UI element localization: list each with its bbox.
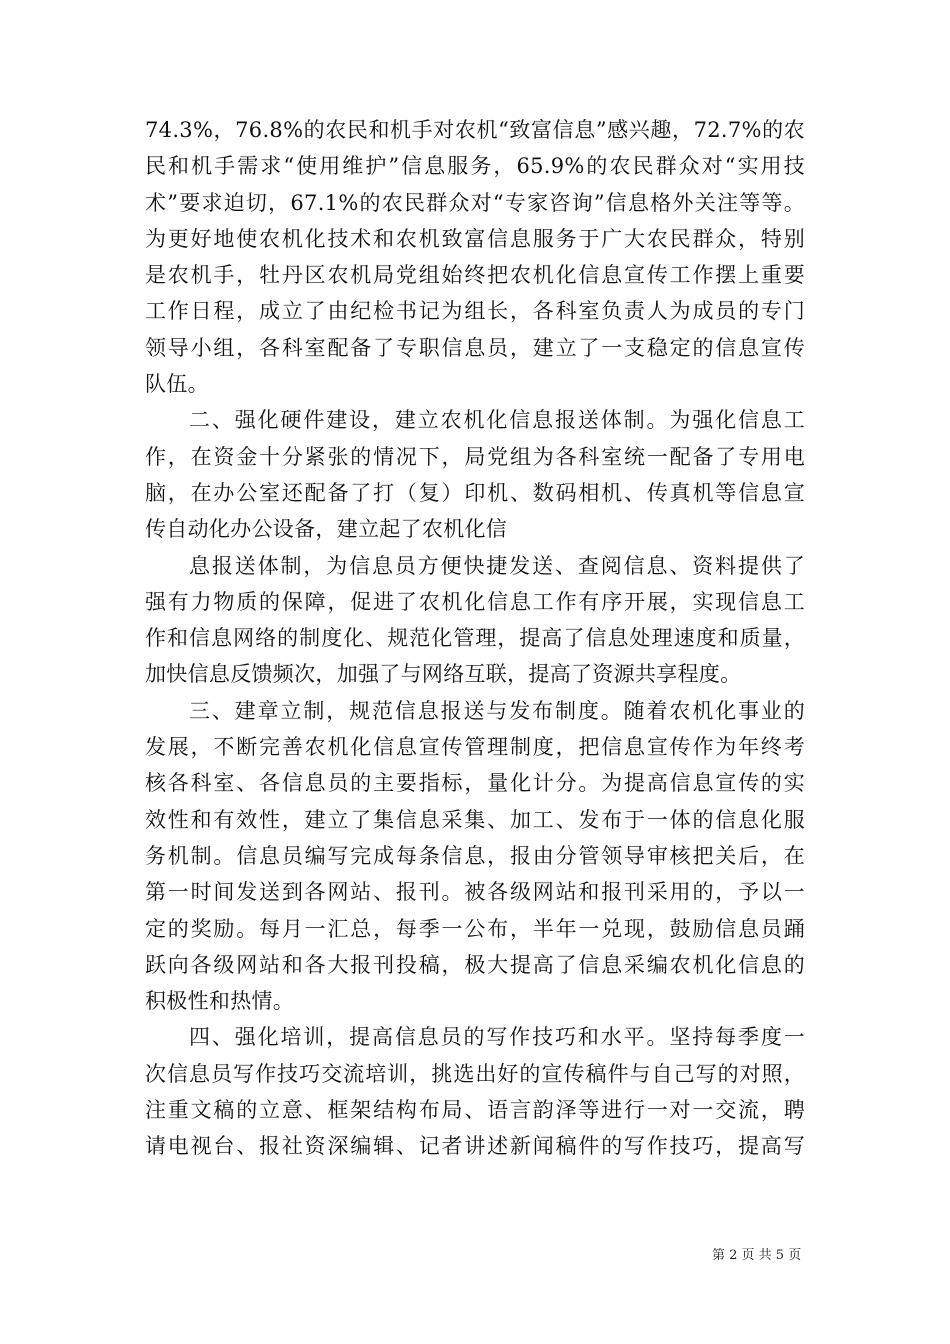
section-heading-4-line: 四、强化培训，提高信息员的写作技巧和水平。坚持每季度一 xyxy=(189,1025,805,1050)
body-line-7: 领导小组，各科室配备了专职信息员，建立了一支稳定的信息宣传 xyxy=(145,335,805,360)
section-heading-2-line: 二、强化硬件建设，建立农机化信息报送体制。为强化信息工 xyxy=(189,408,805,433)
body-line-12: 传自动化办公设备，建立起了农机化信 xyxy=(145,517,508,542)
body-line-3: 术”要求迫切，67.1%的农民群众对“专家咨询”信息格外关注等等。 xyxy=(145,190,805,215)
document-body xyxy=(145,112,805,1165)
body-line-24: 跃向各级网站和各大报刊投稿，极大提高了信息采编农机化信息的 xyxy=(145,952,805,977)
body-line-5: 是农机手，牡丹区农机局党组始终把农机化信息宣传工作摆上重要 xyxy=(145,263,805,288)
body-line-23: 定的奖励。每月一汇总，每季一公布，半年一兑现，鼓励信息员踊 xyxy=(145,916,805,941)
body-line-15: 作和信息网络的制度化、规范化管理，提高了信息处理速度和质量， xyxy=(145,626,805,651)
body-line-29: 请电视台、报社资深编辑、记者讲述新闻稿件的写作技巧，提高写 xyxy=(145,1134,805,1159)
body-line-4: 为更好地使农机化技术和农机致富信息服务于广大农民群众，特别 xyxy=(145,226,805,251)
body-line-8: 队伍。 xyxy=(145,372,209,397)
body-line-13: 息报送体制，为信息员方便快捷发送、查阅信息、资料提供了 xyxy=(189,553,805,578)
section-heading-3-line: 三、建章立制，规范信息报送与发布制度。随着农机化事业的 xyxy=(189,698,805,723)
body-line-19: 核各科室、各信息员的主要指标，量化计分。为提高信息宣传的实 xyxy=(145,771,805,796)
page-number: 第 2 页 共 5 页 xyxy=(712,1248,802,1263)
body-line-14: 强有力物质的保障，促进了农机化信息工作有序开展，实现信息工 xyxy=(145,589,805,614)
body-line-27: 次信息员写作技巧交流培训，挑选出好的宣传稿件与自己写的对照， xyxy=(145,1061,805,1086)
body-line-11: 脑，在办公室还配备了打（复）印机、数码相机、传真机等信息宣 xyxy=(145,480,805,505)
body-line-2: 民和机手需求“使用维护”信息服务，65.9%的农民群众对“实用技 xyxy=(145,154,805,179)
body-line-10: 作，在资金十分紧张的情况下，局党组为各科室统一配备了专用电 xyxy=(145,444,805,469)
body-line-22: 第一时间发送到各网站、报刊。被各级网站和报刊采用的，予以一 xyxy=(145,880,805,905)
body-line-18: 发展，不断完善农机化信息宣传管理制度，把信息宣传作为年终考 xyxy=(145,735,805,760)
body-line-6: 工作日程，成立了由纪检书记为组长，各科室负责人为成员的专门 xyxy=(145,299,805,324)
body-line-21: 务机制。信息员编写完成每条信息，报由分管领导审核把关后，在 xyxy=(145,843,805,868)
body-line-1: 74.3%，76.8%的农民和机手对农机“致富信息”感兴趣，72.7%的农 xyxy=(145,118,805,142)
body-line-25: 积极性和热情。 xyxy=(145,989,295,1014)
body-line-16: 加快信息反馈频次，加强了与网络互联，提高了资源共享程度。 xyxy=(145,662,742,687)
body-line-28: 注重文稿的立意、框架结构布局、语言韵泽等进行一对一交流，聘 xyxy=(145,1098,805,1123)
body-line-20: 效性和有效性，建立了集信息采集、加工、发布于一体的信息化服 xyxy=(145,807,805,832)
